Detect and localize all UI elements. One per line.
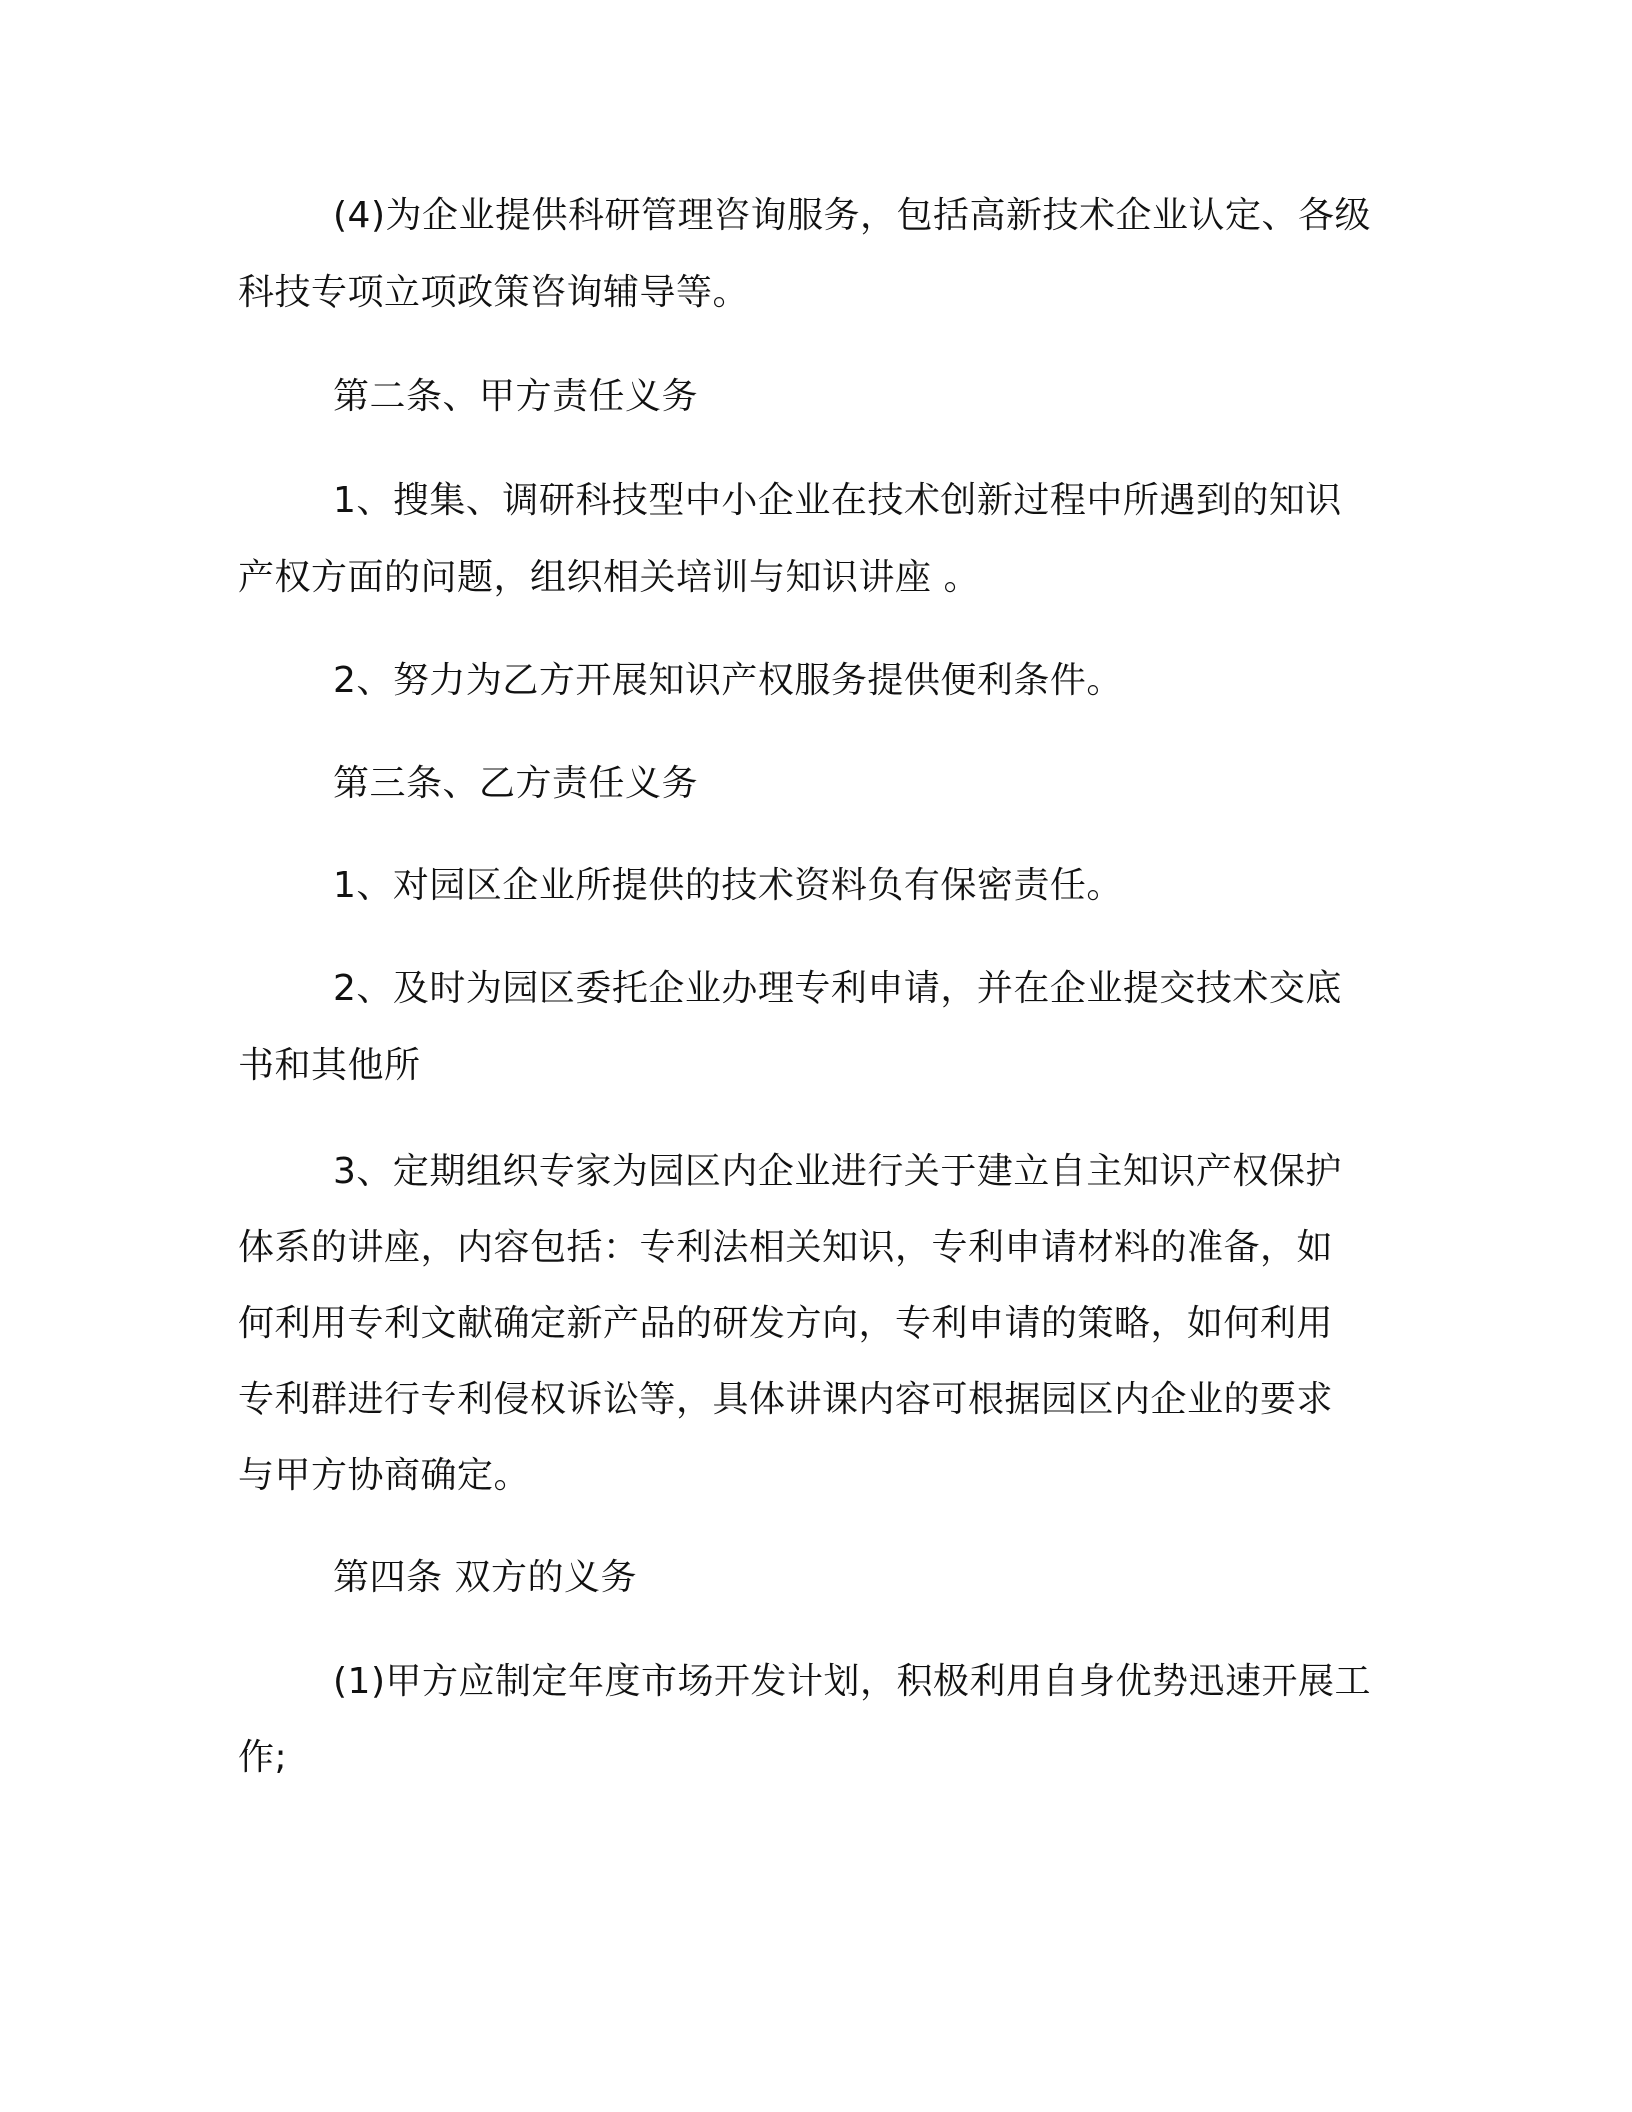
party-a-item-2: 2、努力为乙方开展知识产权服务提供便利条件。 xyxy=(333,660,1123,701)
party-b-item-3-line-2: 体系的讲座，内容包括：专利法相关知识，专利申请材料的准备，如 xyxy=(238,1227,1334,1268)
party-a-item-1-line-2: 产权方面的问题，组织相关培训与知识讲座 。 xyxy=(238,557,980,598)
mutual-item-1-line-1: (1)甲方应制定年度市场开发计划，积极利用自身优势迅速开展工 xyxy=(333,1661,1371,1702)
article-2-heading: 第二条、甲方责任义务 xyxy=(333,376,699,417)
party-b-item-3-line-3: 何利用专利文献确定新产品的研发方向，专利申请的策略，如何利用 xyxy=(238,1303,1334,1344)
party-b-item-1: 1、对园区企业所提供的技术资料负有保密责任。 xyxy=(333,865,1123,906)
article-3-heading: 第三条、乙方责任义务 xyxy=(333,763,699,804)
article-4-heading: 第四条 双方的义务 xyxy=(333,1557,637,1598)
paragraph-4-service-line-2: 科技专项立项政策咨询辅导等。 xyxy=(238,272,750,313)
party-b-item-3-line-4: 专利群进行专利侵权诉讼等，具体讲课内容可根据园区内企业的要求 xyxy=(238,1379,1334,1420)
paragraph-4-service-line-1: (4)为企业提供科研管理咨询服务，包括高新技术企业认定、各级 xyxy=(333,195,1371,236)
party-b-item-3-line-1: 3、定期组织专家为园区内企业进行关于建立自主知识产权保护 xyxy=(333,1151,1342,1192)
party-b-item-2-line-2: 书和其他所 xyxy=(238,1045,421,1086)
mutual-item-1-line-2: 作; xyxy=(238,1737,288,1778)
party-a-item-1-line-1: 1、搜集、调研科技型中小企业在技术创新过程中所遇到的知识 xyxy=(333,480,1342,521)
party-b-item-2-line-1: 2、及时为园区委托企业办理专利申请，并在企业提交技术交底 xyxy=(333,968,1342,1009)
party-b-item-3-line-5: 与甲方协商确定。 xyxy=(238,1455,531,1496)
